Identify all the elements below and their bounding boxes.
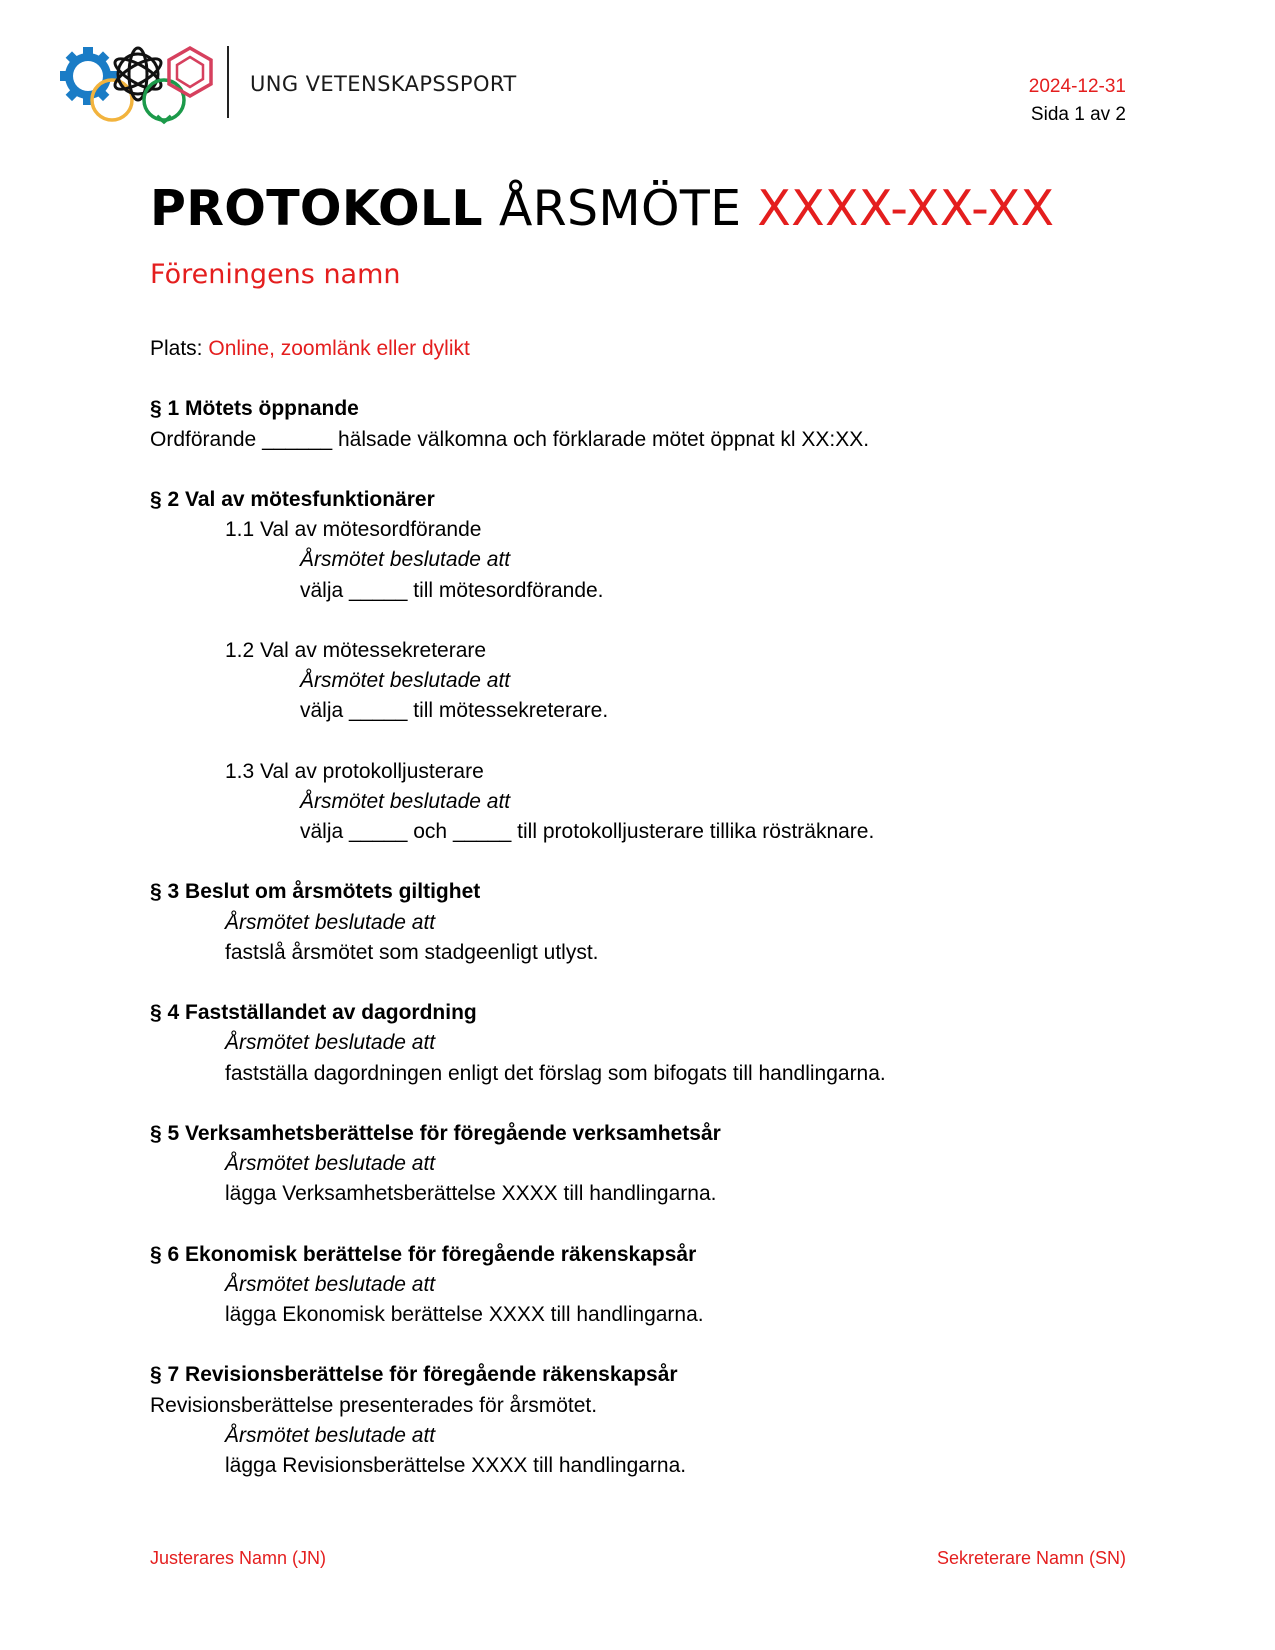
decision-label: Årsmötet beslutade att <box>300 548 511 572</box>
decision-label: Årsmötet beslutade att <box>300 669 511 693</box>
title-bold: PROTOKOLL <box>150 180 483 237</box>
section-heading: § 2 Val av mötesfunktionärer <box>150 487 435 511</box>
page-number: Sida 1 av 2 <box>1030 104 1126 125</box>
place-line <box>150 334 1150 364</box>
document-date: 2024-12-31 <box>1028 76 1126 97</box>
decision-text: fastslå årsmötet som stadgeenligt utlyst. <box>225 940 599 964</box>
decision-text: lägga Verksamhetsberättelse XXXX till handlingarna. <box>225 1182 717 1206</box>
ring-icon <box>92 80 132 120</box>
org-name: UNG VETENSKAPSSPORT <box>250 72 517 96</box>
title-date: XXXX-XX-XX <box>757 180 1055 237</box>
section-heading: § 1 Mötets öppnande <box>150 397 359 421</box>
decision-label: Årsmötet beslutade att <box>225 1152 436 1176</box>
decision-label: Årsmötet beslutade att <box>300 789 511 813</box>
gear-icon <box>60 47 117 105</box>
section-heading: § 3 Beslut om årsmötets giltighet <box>150 880 481 904</box>
section-heading: § 5 Verksamhetsberättelse för föregående verksamhetsår <box>150 1121 721 1145</box>
section-heading: § 7 Revisionsberättelse för föregående räkenskapsår <box>150 1363 678 1387</box>
decision-text: lägga Revisionsberättelse XXXX till handlingarna. <box>225 1453 687 1477</box>
protocol-body <box>150 334 1150 1481</box>
place-label: Plats: <box>150 337 203 360</box>
decision-text: välja _____ till mötessekreterare. <box>300 699 609 723</box>
atom-icon <box>111 48 165 100</box>
section-heading: § 6 Ekonomisk berättelse för föregående räkenskapsår <box>150 1242 697 1266</box>
footer-secretary-name: Sekreterare Namn (SN) <box>936 1548 1126 1568</box>
footer-adjuster-name: Justerares Namn (JN) <box>150 1548 327 1568</box>
hexagon-icon <box>169 48 211 96</box>
title-normal: ÅRSMÖTE <box>498 180 742 237</box>
section-heading: § 4 Fastställandet av dagordning <box>150 1001 477 1025</box>
decision-label: Årsmötet beslutade att <box>225 910 436 934</box>
section-text: Revisionsberättelse presenterades för årsmötet. <box>150 1393 598 1417</box>
place-value: Online, zoomlänk eller dylikt <box>208 337 470 360</box>
association-name: Föreningens namn <box>150 259 401 290</box>
subsection-title: 1.2 Val av mötessekreterare <box>225 638 487 662</box>
decision-label: Årsmötet beslutade att <box>225 1423 436 1447</box>
page-title <box>150 180 1054 238</box>
subsection-title: 1.1 Val av mötesordförande <box>225 518 482 542</box>
molecule-ring-icon <box>144 80 184 122</box>
decision-text: lägga Ekonomisk berättelse XXXX till handlingarna. <box>225 1303 704 1326</box>
decision-text: välja _____ och _____ till protokolljusterare tillika rösträknare. <box>300 820 875 843</box>
decision-label: Årsmötet beslutade att <box>225 1031 436 1055</box>
section-text: Ordförande ______ hälsade välkomna och förklarade mötet öppnat kl XX:XX. <box>150 427 870 451</box>
decision-text: välja _____ till mötesordförande. <box>300 578 604 602</box>
subsection-title: 1.3 Val av protokolljusterare <box>225 759 484 783</box>
decision-label: Årsmötet beslutade att <box>225 1272 436 1296</box>
decision-text: fastställa dagordningen enligt det förslag som bifogats till handlingarna. <box>225 1061 886 1085</box>
